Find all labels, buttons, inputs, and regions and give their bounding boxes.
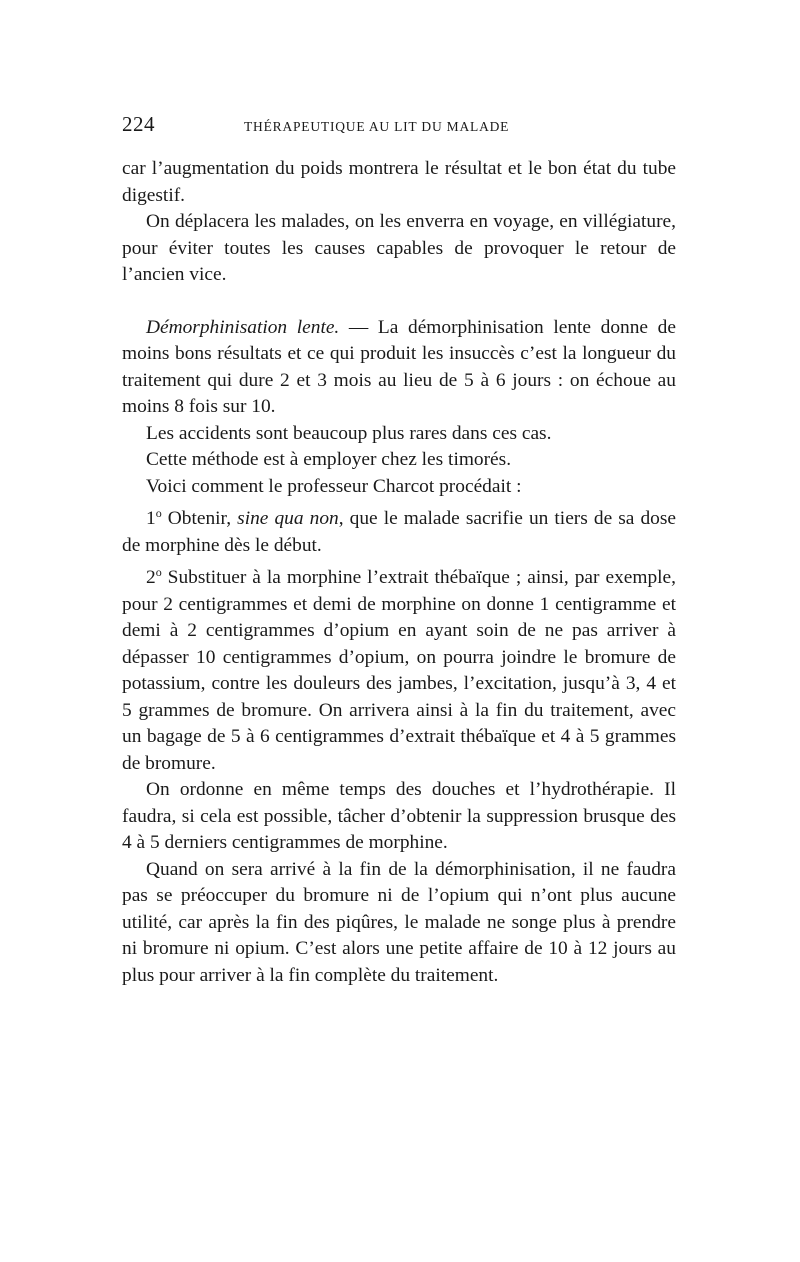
paragraph-conclusion: Quand on sera arrivé à la fin de la démorphinisation, il ne faudra pas se préoccuper du bromure ni de l’opium qui n’ont plus aucune utilité, car après la fin des piqûres, le malade ne songe plus à prendre ni bromure ni opium. C’est alors une petite affaire de 10 à 12 jours au plus pour arriver à la fin complète du traitement. xyxy=(122,858,676,986)
section-intro: — La démorphinisation lente donne de moins bons résultats et ce qui produit les insuccès c’est la longueur du traitement qui dure 2 et 3 mois au lieu de 5 à 6 jours : on échoue au moins 8 fois sur 10. xyxy=(122,316,676,417)
step-1-ordinal: o xyxy=(155,506,162,520)
paragraph-accidents: Les accidents sont beaucoup plus rares dans ces cas. xyxy=(146,422,552,444)
paragraph-charcot: Voici comment le professeur Charcot procédait : xyxy=(146,475,522,497)
section-title: Démorphinisation lente. xyxy=(146,316,340,338)
step-2-text: Substituer à la morphine l’extrait thébaïque ; ainsi, par exemple, pour 2 centigrammes et demi de morphine on donne 1 centigramme et demi à 2 centigrammes d’opium en ayant soin de ne pas arriver à dépasser 10 centigrammes d’opium, on pourra joindre le bromure de potassium, contre les douleurs des jambes, l’excitation, jusqu’à 3, 4 et 5 grammes de bromure. On arrivera ainsi à la fin du traitement, avec un bagage de 5 à 6 centigrammes d’extrait thébaïque et 4 à 5 grammes de bromure. xyxy=(122,567,676,774)
paragraph-method: Cette méthode est à employer chez les timorés. xyxy=(146,449,512,470)
body-text xyxy=(122,156,676,989)
section-slow-demorphinisation xyxy=(122,315,676,421)
step-1-number: 1 xyxy=(146,508,156,529)
page-header xyxy=(122,112,682,142)
paragraph-1: car l’augmentation du poids montrera le résultat et le bon état du tube digestif. xyxy=(122,158,676,206)
running-title: THÉRAPEUTIQUE AU LIT DU MALADE xyxy=(244,119,510,134)
paragraph-hydrotherapy: On ordonne en même temps des douches et l’hydrothérapie. Il faudra, si cela est possible, tâcher d’obtenir la suppression brusque des 4 à 5 derniers centigrammes de morphine. xyxy=(122,779,676,853)
step-2-number: 2 xyxy=(146,567,156,588)
step-2-ordinal: o xyxy=(155,565,162,579)
step-1-text-b: , que le malade sacrifie un tiers de sa dose de morphine dès le début. xyxy=(122,508,677,556)
paragraph-2: On déplacera les malades, on les enverra en voyage, en villégiature, pour éviter toutes les causes capables de provoquer le retour de l’ancien vice. xyxy=(122,211,676,285)
page-number: 224 xyxy=(122,112,155,136)
step-2 xyxy=(122,559,676,777)
step-1-text-a: Obtenir, xyxy=(161,508,238,529)
step-1-latin: sine qua non xyxy=(237,508,339,529)
step-1 xyxy=(122,500,676,559)
